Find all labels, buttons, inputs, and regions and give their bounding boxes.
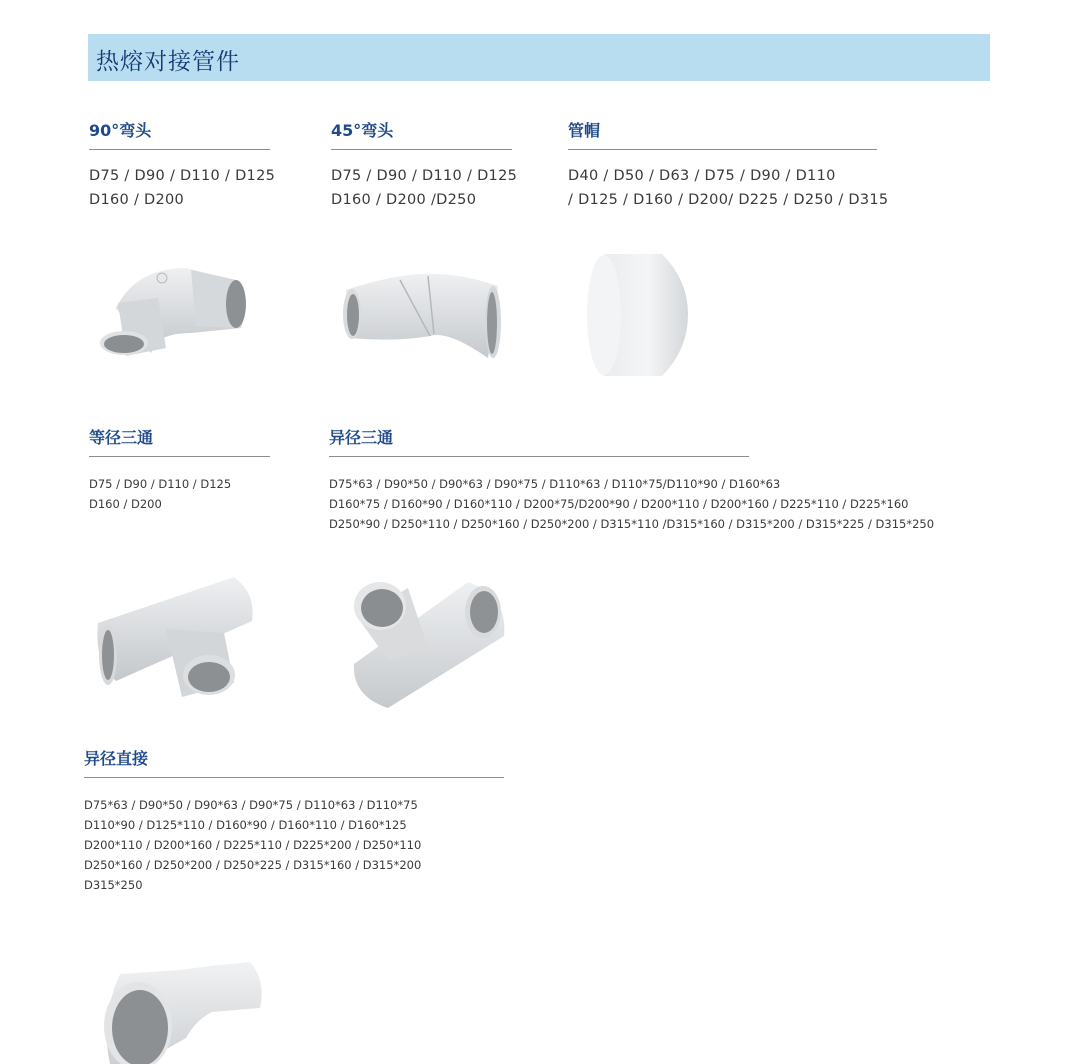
spec-line: D75 / D90 / D110 / D125 <box>89 477 232 491</box>
section-title: 异径直接 <box>84 749 149 768</box>
spec-line: D75*63 / D90*50 / D90*63 / D90*75 / D110*63 / D110*75/D110*90 / D160*63 <box>329 477 781 491</box>
spec-line: D200*110 / D200*160 / D225*110 / D225*200 / D250*110 <box>84 838 422 852</box>
reducing-tee-icon <box>348 578 508 712</box>
section-title: 管帽 <box>568 121 601 140</box>
section-divider <box>89 149 270 150</box>
spec-line: D160*75 / D160*90 / D160*110 / D200*75/D200*90 / D200*110 / D200*160 / D225*110 / D225*160 <box>329 497 909 511</box>
spec-line: D75 / D90 / D110 / D125 <box>331 168 518 184</box>
spec-line: D160 / D200 /D250 <box>331 192 477 208</box>
spec-line: D160 / D200 <box>89 497 162 511</box>
spec-line: D40 / D50 / D63 / D75 / D90 / D110 <box>568 168 836 184</box>
spec-line: D315*250 <box>84 878 143 892</box>
spec-line: D75 / D90 / D110 / D125 <box>89 168 276 184</box>
spec-line: D250*90 / D250*110 / D250*160 / D250*200 / D315*110 /D315*160 / D315*200 / D315*225 / D315*250 <box>329 517 935 531</box>
section-title: 90°弯头 <box>89 121 152 140</box>
pipe-cap-icon <box>584 250 694 380</box>
page-banner <box>88 34 990 81</box>
section-divider <box>331 149 512 150</box>
equal-tee-icon <box>94 573 259 703</box>
spec-line: / D125 / D160 / D200/ D225 / D250 / D315 <box>568 192 889 208</box>
section-divider <box>568 149 877 150</box>
section-divider <box>329 456 749 457</box>
section-title: 45°弯头 <box>331 121 394 140</box>
spec-line: D250*160 / D250*200 / D250*225 / D315*160 / D315*200 <box>84 858 422 872</box>
section-divider <box>84 777 504 778</box>
spec-line: D75*63 / D90*50 / D90*63 / D90*75 / D110*63 / D110*75 <box>84 798 418 812</box>
spec-line: D110*90 / D125*110 / D160*90 / D160*110 / D160*125 <box>84 818 407 832</box>
section-title: 异径三通 <box>329 428 394 447</box>
section-divider <box>89 456 270 457</box>
page-title: 热熔对接管件 <box>96 49 240 75</box>
elbow-45-icon <box>338 268 508 368</box>
elbow-90-icon <box>96 258 256 368</box>
spec-line: D160 / D200 <box>89 192 185 208</box>
section-title: 等径三通 <box>89 428 154 447</box>
reducer-coupling-icon <box>100 958 270 1064</box>
